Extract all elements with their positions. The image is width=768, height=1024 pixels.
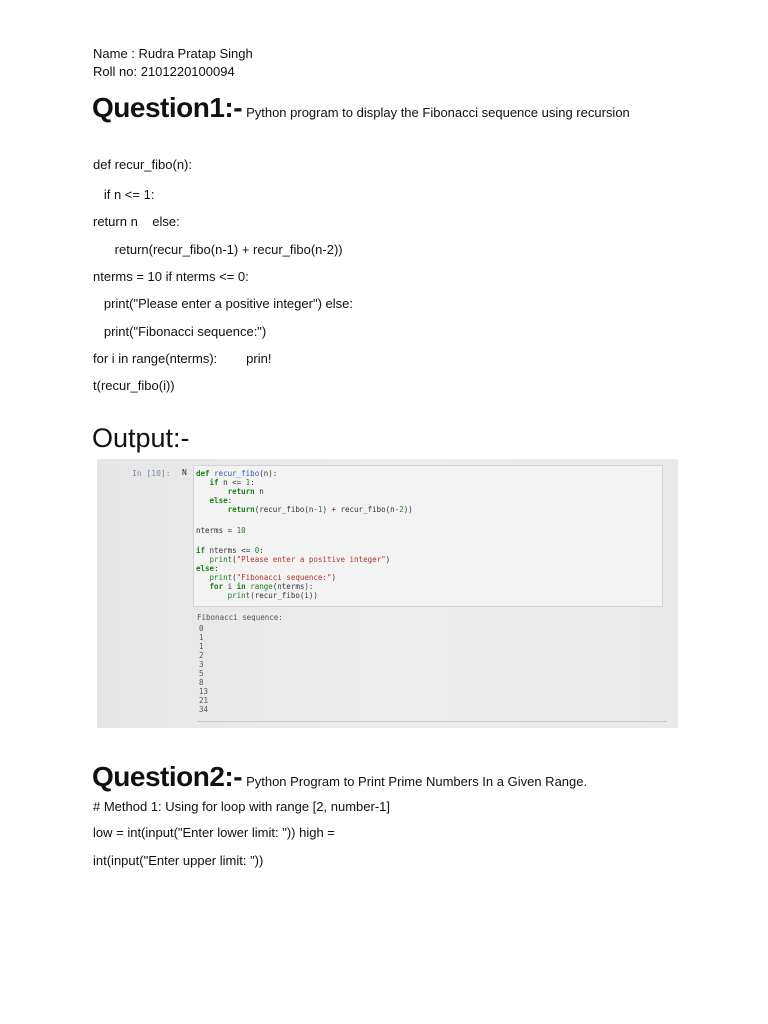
output-value: 13 xyxy=(199,687,209,696)
cell-code-line: if nterms <= 0: xyxy=(196,546,264,555)
question1-heading xyxy=(92,92,630,124)
cell-code-line: print("Please enter a positive integer") xyxy=(209,555,391,564)
output-value: 8 xyxy=(199,678,204,687)
q1-code-line: nterms = 10 if nterms <= 0: xyxy=(93,269,249,284)
cell-prompt: In [10]: xyxy=(132,469,171,478)
output-value: 3 xyxy=(199,660,204,669)
question1-description: Python program to display the Fibonacci sequence using recursion xyxy=(246,105,630,120)
cell-code-line: nterms = 10 xyxy=(196,526,246,535)
cell-code-line: print(recur_fibo(i)) xyxy=(227,591,318,600)
output-screenshot xyxy=(97,459,678,728)
cell-code-line: def recur_fibo(n): xyxy=(196,469,278,478)
cell-divider xyxy=(197,721,667,722)
q1-code-line: t(recur_fibo(i)) xyxy=(93,378,175,393)
output-value: 5 xyxy=(199,669,204,678)
q2-line: # Method 1: Using for loop with range [2, number-1] xyxy=(93,799,390,814)
cell-code-line: return(recur_fibo(n-1) + recur_fibo(n-2)) xyxy=(227,505,413,514)
cell-code-line: if n <= 1: xyxy=(209,478,255,487)
output-value: 34 xyxy=(199,705,209,714)
output-title-line: Fibonacci sequence: xyxy=(197,613,283,622)
q1-code-line: for i in range(nterms): prin! xyxy=(93,351,272,366)
question1-title: Question1:- xyxy=(92,92,243,123)
cell-code-line: else: xyxy=(196,564,219,573)
q2-line: low = int(input("Enter lower limit: ")) high = xyxy=(93,825,335,840)
cell-code-line: for i in range(nterms): xyxy=(209,582,314,591)
q1-code-line: return n else: xyxy=(93,214,180,229)
output-value: 0 xyxy=(199,624,204,633)
output-value: 2 xyxy=(199,651,204,660)
q1-code-line: print("Fibonacci sequence:") xyxy=(93,324,267,339)
cell-code-line: else: xyxy=(209,496,233,505)
question2-title: Question2:- xyxy=(92,761,243,792)
cell-code-line: return n xyxy=(227,487,264,496)
q2-line: int(input("Enter upper limit: ")) xyxy=(93,853,264,868)
q1-code-line: print("Please enter a positive integer") else: xyxy=(93,296,353,311)
cell-code-line: print("Fibonacci sequence:") xyxy=(209,573,336,582)
code-cell xyxy=(193,465,663,607)
question2-description: Python Program to Print Prime Numbers In a Given Range. xyxy=(246,774,588,789)
output-value: 21 xyxy=(199,696,209,705)
output-value: 1 xyxy=(199,633,204,642)
question2-heading xyxy=(92,761,587,793)
q1-code-line: if n <= 1: xyxy=(93,187,155,202)
run-marker: N xyxy=(182,468,187,477)
output-title: Output:- xyxy=(92,423,190,453)
student-name: Name : Rudra Pratap Singh xyxy=(93,46,253,61)
roll-number: Roll no: 2101220100094 xyxy=(93,64,235,79)
q1-code-line: return(recur_fibo(n-1) + recur_fibo(n-2)) xyxy=(93,242,343,257)
output-value: 1 xyxy=(199,642,204,651)
q1-code-line: def recur_fibo(n): xyxy=(93,157,192,172)
